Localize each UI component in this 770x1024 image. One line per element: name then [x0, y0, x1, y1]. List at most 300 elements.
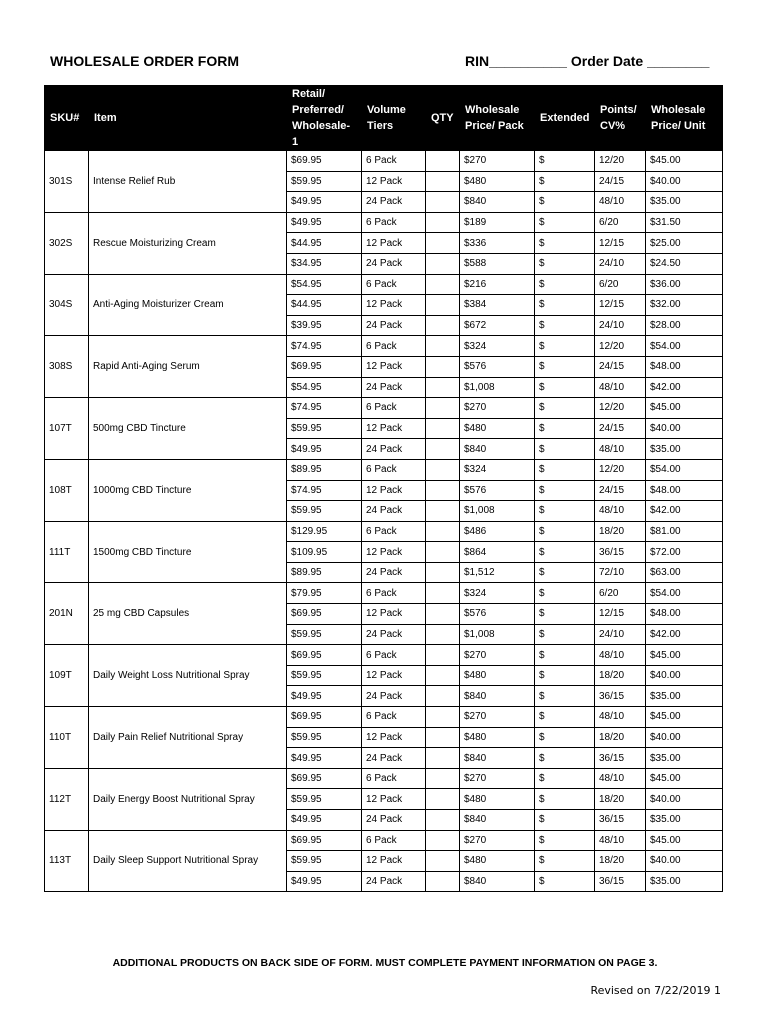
sku-cell: 201N [45, 583, 89, 645]
wholesale-unit-price-cell: $40.00 [646, 171, 723, 192]
extended-total-cell[interactable]: $ [535, 604, 595, 625]
col-header-qty: QTY [426, 86, 460, 151]
qty-input-cell[interactable] [426, 871, 460, 892]
wholesale-unit-price-cell: $54.00 [646, 336, 723, 357]
extended-total-cell[interactable]: $ [535, 542, 595, 563]
wholesale-pack-price-cell: $588 [460, 253, 535, 274]
wholesale-pack-price-cell: $270 [460, 645, 535, 666]
qty-input-cell[interactable] [426, 727, 460, 748]
wholesale-pack-price-cell: $1,512 [460, 562, 535, 583]
revision-label: Revised on 7/22/2019 1 [590, 984, 721, 997]
qty-input-cell[interactable] [426, 418, 460, 439]
qty-input-cell[interactable] [426, 789, 460, 810]
item-cell: Anti-Aging Moisturizer Cream [89, 274, 287, 336]
wholesale-unit-price-cell: $35.00 [646, 439, 723, 460]
extended-total-cell[interactable]: $ [535, 810, 595, 831]
qty-input-cell[interactable] [426, 810, 460, 831]
volume-tier-cell: 12 Pack [362, 542, 426, 563]
volume-tier-cell: 12 Pack [362, 789, 426, 810]
wholesale-unit-price-cell: $42.00 [646, 377, 723, 398]
retail-price-cell: $129.95 [287, 521, 362, 542]
wholesale-pack-price-cell: $480 [460, 665, 535, 686]
wholesale-unit-price-cell: $35.00 [646, 871, 723, 892]
wholesale-unit-price-cell: $40.00 [646, 665, 723, 686]
sku-cell: 302S [45, 212, 89, 274]
wholesale-pack-price-cell: $480 [460, 171, 535, 192]
points-cv-cell: 48/10 [595, 645, 646, 666]
wholesale-pack-price-cell: $480 [460, 851, 535, 872]
table-row [45, 768, 723, 789]
retail-price-cell: $69.95 [287, 604, 362, 625]
wholesale-pack-price-cell: $384 [460, 295, 535, 316]
volume-tier-cell: 12 Pack [362, 665, 426, 686]
extended-total-cell[interactable]: $ [535, 377, 595, 398]
retail-price-cell: $44.95 [287, 295, 362, 316]
wholesale-unit-price-cell: $54.00 [646, 583, 723, 604]
extended-total-cell[interactable]: $ [535, 459, 595, 480]
retail-price-cell: $49.95 [287, 192, 362, 213]
retail-price-cell: $54.95 [287, 274, 362, 295]
col-header-item: Item [89, 86, 287, 151]
retail-price-cell: $59.95 [287, 727, 362, 748]
extended-total-cell[interactable]: $ [535, 253, 595, 274]
retail-price-cell: $49.95 [287, 871, 362, 892]
col-header-volume [362, 86, 426, 151]
extended-total-cell[interactable]: $ [535, 624, 595, 645]
qty-input-cell[interactable] [426, 212, 460, 233]
points-cv-cell: 24/10 [595, 315, 646, 336]
points-cv-cell: 36/15 [595, 748, 646, 769]
extended-total-cell[interactable]: $ [535, 521, 595, 542]
wholesale-unit-price-cell: $54.00 [646, 459, 723, 480]
qty-input-cell[interactable] [426, 439, 460, 460]
wholesale-pack-price-cell: $672 [460, 315, 535, 336]
col-header-extended: Extended [535, 86, 595, 151]
points-cv-cell: 24/15 [595, 480, 646, 501]
qty-input-cell[interactable] [426, 253, 460, 274]
points-cv-cell: 18/20 [595, 789, 646, 810]
retail-price-cell: $69.95 [287, 645, 362, 666]
volume-tier-cell: 6 Pack [362, 398, 426, 419]
extended-total-cell[interactable]: $ [535, 418, 595, 439]
points-cv-cell: 12/15 [595, 233, 646, 254]
extended-total-cell[interactable]: $ [535, 707, 595, 728]
wholesale-pack-price-cell: $840 [460, 686, 535, 707]
qty-input-cell[interactable] [426, 562, 460, 583]
retail-price-cell: $59.95 [287, 665, 362, 686]
wholesale-pack-price-cell: $216 [460, 274, 535, 295]
col-header-retail-line: Preferred/ [292, 104, 344, 116]
wholesale-unit-price-cell: $45.00 [646, 398, 723, 419]
qty-input-cell[interactable] [426, 315, 460, 336]
extended-total-cell[interactable]: $ [535, 768, 595, 789]
retail-price-cell: $89.95 [287, 459, 362, 480]
volume-tier-cell: 6 Pack [362, 212, 426, 233]
table-row [45, 459, 723, 480]
wholesale-unit-price-cell: $40.00 [646, 851, 723, 872]
retail-price-cell: $49.95 [287, 212, 362, 233]
table-row [45, 398, 723, 419]
wholesale-pack-price-cell: $1,008 [460, 501, 535, 522]
volume-tier-cell: 24 Pack [362, 192, 426, 213]
wholesale-pack-price-cell: $480 [460, 789, 535, 810]
points-cv-cell: 36/15 [595, 810, 646, 831]
wholesale-pack-price-cell: $576 [460, 480, 535, 501]
extended-total-cell[interactable]: $ [535, 192, 595, 213]
qty-input-cell[interactable] [426, 377, 460, 398]
volume-tier-cell: 24 Pack [362, 315, 426, 336]
points-cv-cell: 12/20 [595, 336, 646, 357]
volume-tier-cell: 24 Pack [362, 748, 426, 769]
retail-price-cell: $74.95 [287, 480, 362, 501]
wholesale-pack-price-cell: $270 [460, 830, 535, 851]
qty-input-cell[interactable] [426, 274, 460, 295]
points-cv-cell: 12/20 [595, 151, 646, 172]
table-row [45, 274, 723, 295]
retail-price-cell: $54.95 [287, 377, 362, 398]
sku-cell: 301S [45, 151, 89, 213]
qty-input-cell[interactable] [426, 459, 460, 480]
wholesale-pack-price-cell: $840 [460, 810, 535, 831]
volume-tier-cell: 6 Pack [362, 768, 426, 789]
volume-tier-cell: 6 Pack [362, 521, 426, 542]
qty-input-cell[interactable] [426, 192, 460, 213]
points-cv-cell: 48/10 [595, 768, 646, 789]
wholesale-unit-price-cell: $28.00 [646, 315, 723, 336]
wholesale-unit-price-cell: $24.50 [646, 253, 723, 274]
wholesale-pack-price-cell: $864 [460, 542, 535, 563]
qty-input-cell[interactable] [426, 830, 460, 851]
retail-price-cell: $69.95 [287, 768, 362, 789]
points-cv-cell: 36/15 [595, 542, 646, 563]
wholesale-unit-price-cell: $72.00 [646, 542, 723, 563]
wholesale-unit-price-cell: $48.00 [646, 604, 723, 625]
qty-input-cell[interactable] [426, 768, 460, 789]
qty-input-cell[interactable] [426, 151, 460, 172]
retail-price-cell: $44.95 [287, 233, 362, 254]
table-row [45, 707, 723, 728]
volume-tier-cell: 12 Pack [362, 418, 426, 439]
qty-input-cell[interactable] [426, 521, 460, 542]
extended-total-cell[interactable]: $ [535, 727, 595, 748]
sku-cell: 110T [45, 707, 89, 769]
wholesale-unit-price-cell: $45.00 [646, 768, 723, 789]
wholesale-unit-price-cell: $40.00 [646, 418, 723, 439]
volume-tier-cell: 24 Pack [362, 501, 426, 522]
col-header-sku: SKU# [45, 86, 89, 151]
table-row [45, 521, 723, 542]
wholesale-pack-price-cell: $576 [460, 604, 535, 625]
wholesale-unit-price-cell: $31.50 [646, 212, 723, 233]
extended-total-cell[interactable]: $ [535, 233, 595, 254]
qty-input-cell[interactable] [426, 686, 460, 707]
col-header-wholesale-pack [460, 86, 535, 151]
retail-price-cell: $74.95 [287, 398, 362, 419]
volume-tier-cell: 6 Pack [362, 645, 426, 666]
wholesale-pack-price-cell: $270 [460, 768, 535, 789]
volume-tier-cell: 12 Pack [362, 295, 426, 316]
col-header-wholesale-unit-line: Wholesale [651, 104, 706, 116]
points-cv-cell: 12/15 [595, 604, 646, 625]
wholesale-pack-price-cell: $1,008 [460, 624, 535, 645]
item-cell: Daily Sleep Support Nutritional Spray [89, 830, 287, 892]
table-row [45, 212, 723, 233]
extended-total-cell[interactable]: $ [535, 501, 595, 522]
qty-input-cell[interactable] [426, 356, 460, 377]
table-row [45, 645, 723, 666]
points-cv-cell: 48/10 [595, 707, 646, 728]
table-row [45, 583, 723, 604]
wholesale-unit-price-cell: $35.00 [646, 748, 723, 769]
footer-note: ADDITIONAL PRODUCTS ON BACK SIDE OF FORM. MUST COMPLETE PAYMENT INFORMATION ON PAGE 3. [112, 957, 658, 969]
points-cv-cell: 36/15 [595, 871, 646, 892]
qty-input-cell[interactable] [426, 542, 460, 563]
points-cv-cell: 48/10 [595, 501, 646, 522]
qty-input-cell[interactable] [426, 171, 460, 192]
wholesale-unit-price-cell: $45.00 [646, 645, 723, 666]
wholesale-pack-price-cell: $270 [460, 707, 535, 728]
item-cell: Daily Weight Loss Nutritional Spray [89, 645, 287, 707]
extended-total-cell[interactable]: $ [535, 583, 595, 604]
points-cv-cell: 36/15 [595, 686, 646, 707]
qty-input-cell[interactable] [426, 604, 460, 625]
sku-cell: 113T [45, 830, 89, 892]
retail-price-cell: $59.95 [287, 501, 362, 522]
points-cv-cell: 12/20 [595, 398, 646, 419]
col-header-wholesale-pack-line: Wholesale [465, 104, 520, 116]
qty-input-cell[interactable] [426, 295, 460, 316]
points-cv-cell: 48/10 [595, 377, 646, 398]
wholesale-pack-price-cell: $270 [460, 151, 535, 172]
volume-tier-cell: 6 Pack [362, 707, 426, 728]
volume-tier-cell: 12 Pack [362, 171, 426, 192]
col-header-volume-line: Tiers [367, 120, 394, 132]
table-row [45, 151, 723, 172]
points-cv-cell: 6/20 [595, 212, 646, 233]
order-table [44, 85, 723, 892]
points-cv-cell: 24/10 [595, 253, 646, 274]
qty-input-cell[interactable] [426, 233, 460, 254]
retail-price-cell: $69.95 [287, 707, 362, 728]
wholesale-unit-price-cell: $40.00 [646, 727, 723, 748]
item-cell: Rapid Anti-Aging Serum [89, 336, 287, 398]
retail-price-cell: $69.95 [287, 151, 362, 172]
extended-total-cell[interactable]: $ [535, 336, 595, 357]
points-cv-cell: 48/10 [595, 192, 646, 213]
item-cell: Daily Pain Relief Nutritional Spray [89, 707, 287, 769]
wholesale-pack-price-cell: $480 [460, 418, 535, 439]
volume-tier-cell: 6 Pack [362, 459, 426, 480]
extended-total-cell[interactable]: $ [535, 398, 595, 419]
qty-input-cell[interactable] [426, 707, 460, 728]
wholesale-unit-price-cell: $45.00 [646, 707, 723, 728]
wholesale-unit-price-cell: $36.00 [646, 274, 723, 295]
qty-input-cell[interactable] [426, 480, 460, 501]
retail-price-cell: $49.95 [287, 686, 362, 707]
extended-total-cell[interactable]: $ [535, 356, 595, 377]
extended-total-cell[interactable]: $ [535, 439, 595, 460]
points-cv-cell: 24/15 [595, 171, 646, 192]
item-cell: 1500mg CBD Tincture [89, 521, 287, 583]
col-header-retail-line: Wholesale-1 [292, 120, 351, 148]
extended-total-cell[interactable]: $ [535, 871, 595, 892]
retail-price-cell: $74.95 [287, 336, 362, 357]
wholesale-pack-price-cell: $840 [460, 748, 535, 769]
points-cv-cell: 18/20 [595, 851, 646, 872]
extended-total-cell[interactable]: $ [535, 686, 595, 707]
points-cv-cell: 18/20 [595, 521, 646, 542]
qty-input-cell[interactable] [426, 851, 460, 872]
sku-cell: 108T [45, 459, 89, 521]
qty-input-cell[interactable] [426, 398, 460, 419]
qty-input-cell[interactable] [426, 336, 460, 357]
points-cv-cell: 24/10 [595, 624, 646, 645]
retail-price-cell: $59.95 [287, 171, 362, 192]
extended-total-cell[interactable]: $ [535, 171, 595, 192]
wholesale-pack-price-cell: $840 [460, 192, 535, 213]
item-cell: 1000mg CBD Tincture [89, 459, 287, 521]
qty-input-cell[interactable] [426, 645, 460, 666]
wholesale-pack-price-cell: $480 [460, 727, 535, 748]
rin-order-date-line: RIN__________ Order Date ________ [465, 53, 710, 69]
col-header-retail [287, 86, 362, 151]
table-header [45, 86, 723, 151]
qty-input-cell[interactable] [426, 665, 460, 686]
volume-tier-cell: 12 Pack [362, 356, 426, 377]
retail-price-cell: $39.95 [287, 315, 362, 336]
extended-total-cell[interactable]: $ [535, 480, 595, 501]
col-header-retail-line: Retail/ [292, 88, 326, 100]
wholesale-unit-price-cell: $45.00 [646, 830, 723, 851]
wholesale-unit-price-cell: $63.00 [646, 562, 723, 583]
sku-cell: 107T [45, 398, 89, 460]
extended-total-cell[interactable]: $ [535, 315, 595, 336]
wholesale-unit-price-cell: $35.00 [646, 192, 723, 213]
volume-tier-cell: 6 Pack [362, 583, 426, 604]
retail-price-cell: $69.95 [287, 830, 362, 851]
qty-input-cell[interactable] [426, 748, 460, 769]
extended-total-cell[interactable]: $ [535, 562, 595, 583]
wholesale-unit-price-cell: $42.00 [646, 624, 723, 645]
extended-total-cell[interactable]: $ [535, 665, 595, 686]
extended-total-cell[interactable]: $ [535, 645, 595, 666]
wholesale-pack-price-cell: $840 [460, 871, 535, 892]
wholesale-unit-price-cell: $81.00 [646, 521, 723, 542]
qty-input-cell[interactable] [426, 501, 460, 522]
col-header-wholesale-unit-line: Price/ Unit [651, 120, 706, 132]
sku-cell: 109T [45, 645, 89, 707]
volume-tier-cell: 6 Pack [362, 336, 426, 357]
sku-cell: 304S [45, 274, 89, 336]
extended-total-cell[interactable]: $ [535, 212, 595, 233]
retail-price-cell: $59.95 [287, 624, 362, 645]
wholesale-unit-price-cell: $48.00 [646, 356, 723, 377]
volume-tier-cell: 12 Pack [362, 233, 426, 254]
retail-price-cell: $49.95 [287, 439, 362, 460]
retail-price-cell: $59.95 [287, 418, 362, 439]
retail-price-cell: $49.95 [287, 810, 362, 831]
wholesale-unit-price-cell: $42.00 [646, 501, 723, 522]
wholesale-pack-price-cell: $840 [460, 439, 535, 460]
points-cv-cell: 24/15 [595, 418, 646, 439]
volume-tier-cell: 24 Pack [362, 439, 426, 460]
volume-tier-cell: 12 Pack [362, 727, 426, 748]
volume-tier-cell: 6 Pack [362, 151, 426, 172]
retail-price-cell: $69.95 [287, 356, 362, 377]
wholesale-unit-price-cell: $32.00 [646, 295, 723, 316]
retail-price-cell: $59.95 [287, 851, 362, 872]
volume-tier-cell: 6 Pack [362, 830, 426, 851]
wholesale-pack-price-cell: $576 [460, 356, 535, 377]
volume-tier-cell: 12 Pack [362, 480, 426, 501]
table-row [45, 830, 723, 851]
product-rows [45, 151, 723, 892]
item-cell: Daily Energy Boost Nutritional Spray [89, 768, 287, 830]
retail-price-cell: $49.95 [287, 748, 362, 769]
extended-total-cell[interactable]: $ [535, 274, 595, 295]
volume-tier-cell: 24 Pack [362, 624, 426, 645]
sku-cell: 112T [45, 768, 89, 830]
wholesale-pack-price-cell: $270 [460, 398, 535, 419]
wholesale-pack-price-cell: $1,008 [460, 377, 535, 398]
item-cell: Rescue Moisturizing Cream [89, 212, 287, 274]
volume-tier-cell: 24 Pack [362, 810, 426, 831]
sku-cell: 308S [45, 336, 89, 398]
retail-price-cell: $34.95 [287, 253, 362, 274]
extended-total-cell[interactable]: $ [535, 830, 595, 851]
extended-total-cell[interactable]: $ [535, 295, 595, 316]
points-cv-cell: 48/10 [595, 830, 646, 851]
extended-total-cell[interactable]: $ [535, 151, 595, 172]
retail-price-cell: $59.95 [287, 789, 362, 810]
col-header-wholesale-unit [646, 86, 723, 151]
wholesale-pack-price-cell: $324 [460, 336, 535, 357]
volume-tier-cell: 12 Pack [362, 851, 426, 872]
col-header-points [595, 86, 646, 151]
qty-input-cell[interactable] [426, 583, 460, 604]
points-cv-cell: 12/15 [595, 295, 646, 316]
col-header-wholesale-pack-line: Price/ Pack [465, 120, 524, 132]
retail-price-cell: $89.95 [287, 562, 362, 583]
points-cv-cell: 48/10 [595, 439, 646, 460]
volume-tier-cell: 12 Pack [362, 604, 426, 625]
form-title: WHOLESALE ORDER FORM [50, 53, 239, 69]
points-cv-cell: 18/20 [595, 727, 646, 748]
col-header-volume-line: Volume [367, 104, 406, 116]
wholesale-unit-price-cell: $35.00 [646, 810, 723, 831]
col-header-points-line: CV% [600, 120, 626, 132]
volume-tier-cell: 6 Pack [362, 274, 426, 295]
extended-total-cell[interactable]: $ [535, 789, 595, 810]
volume-tier-cell: 24 Pack [362, 377, 426, 398]
qty-input-cell[interactable] [426, 624, 460, 645]
points-cv-cell: 18/20 [595, 665, 646, 686]
wholesale-pack-price-cell: $189 [460, 212, 535, 233]
item-cell: 500mg CBD Tincture [89, 398, 287, 460]
wholesale-pack-price-cell: $486 [460, 521, 535, 542]
volume-tier-cell: 24 Pack [362, 562, 426, 583]
wholesale-unit-price-cell: $45.00 [646, 151, 723, 172]
item-cell: Intense Relief Rub [89, 151, 287, 213]
item-cell: 25 mg CBD Capsules [89, 583, 287, 645]
wholesale-unit-price-cell: $48.00 [646, 480, 723, 501]
points-cv-cell: 72/10 [595, 562, 646, 583]
extended-total-cell[interactable]: $ [535, 851, 595, 872]
wholesale-unit-price-cell: $25.00 [646, 233, 723, 254]
sku-cell: 111T [45, 521, 89, 583]
wholesale-unit-price-cell: $35.00 [646, 686, 723, 707]
extended-total-cell[interactable]: $ [535, 748, 595, 769]
